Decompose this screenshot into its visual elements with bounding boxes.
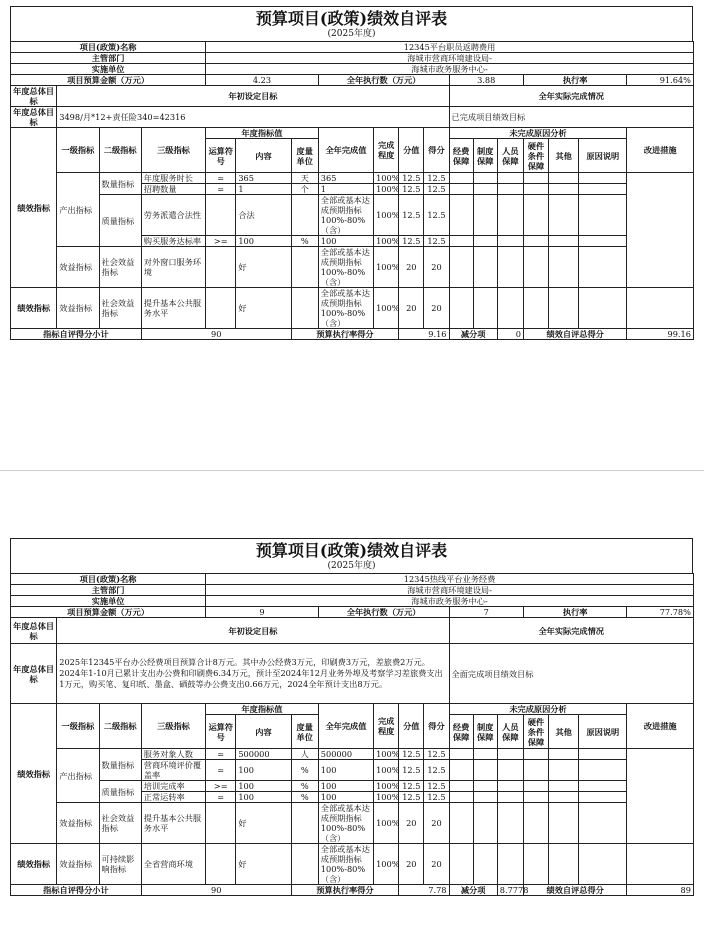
evaluation-table — [10, 573, 694, 896]
lvl2-cell: 数量指标 — [99, 749, 141, 781]
reason-cell — [579, 195, 627, 236]
full-value-cell: 全部或基本达成预期指标100%-80%（含） — [318, 803, 373, 844]
indicator-row — [11, 195, 694, 236]
reason-cell — [523, 792, 548, 803]
reason-cell — [449, 760, 473, 781]
degree-cell: 100% — [374, 195, 399, 236]
score-value-cell: 12.5 — [399, 781, 424, 792]
lvl2-cell: 质量指标 — [99, 781, 141, 803]
reason-cell — [523, 803, 548, 844]
project-name: 12345热线平台业务经费 — [206, 574, 694, 585]
header-r4: 硬件条件保障 — [523, 139, 548, 173]
header-improve: 改进措施 — [627, 128, 693, 173]
actual-goal-text: 已完成项目绩效目标 — [449, 107, 693, 128]
lvl1-cell: 效益指标 — [57, 844, 99, 885]
indicator-row — [11, 803, 694, 844]
reason-cell — [449, 781, 473, 792]
degree-cell: 100% — [374, 781, 399, 792]
degree-cell: 100% — [374, 792, 399, 803]
total-value: 99.16 — [627, 329, 693, 340]
score-got-cell: 12.5 — [424, 781, 449, 792]
improve-cell — [627, 173, 693, 288]
score-got-cell: 20 — [424, 288, 449, 329]
indicator-row — [11, 173, 694, 184]
reason-cell — [549, 288, 579, 329]
reason-cell — [473, 792, 497, 803]
label-perf-indicators-2: 绩效指标 — [11, 844, 57, 885]
lvl2-cell: 社会效益指标 — [99, 247, 141, 288]
reason-cell — [549, 792, 579, 803]
score-got-cell: 12.5 — [424, 792, 449, 803]
lvl3-cell: 提升基本公共服务水平 — [141, 803, 205, 844]
header-degree: 完成程度 — [374, 704, 399, 749]
reason-cell — [523, 781, 548, 792]
lvl3-cell: 培训完成率 — [141, 781, 205, 792]
reason-cell — [449, 803, 473, 844]
content-cell: 100 — [236, 760, 291, 781]
header-r6: 原因说明 — [579, 715, 627, 749]
reason-cell — [473, 184, 497, 195]
content-cell: 1 — [236, 184, 291, 195]
lvl3-cell: 购买服务达标率 — [141, 236, 205, 247]
label-exec-amount: 全年执行数（万元） — [318, 607, 449, 618]
label-budget: 项目预算金额（万元） — [11, 607, 206, 618]
reason-cell — [449, 173, 473, 184]
op-cell: = — [206, 749, 236, 760]
score-value-cell: 20 — [399, 844, 424, 885]
exec-score-value: 7.78 — [399, 885, 449, 896]
label-exec-rate: 执行率 — [523, 607, 627, 618]
label-project-name: 项目(政策)名称 — [11, 42, 206, 53]
score-value-cell: 12.5 — [399, 184, 424, 195]
degree-cell: 100% — [374, 247, 399, 288]
label-total: 绩效自评总得分 — [523, 885, 627, 896]
improve-cell — [627, 844, 693, 885]
content-cell: 合法 — [236, 195, 291, 236]
budget-value: 9 — [206, 607, 319, 618]
reason-cell — [497, 781, 523, 792]
full-value-cell: 500000 — [318, 749, 373, 760]
full-value-cell: 全部或基本达成预期指标100%-80%（含） — [318, 247, 373, 288]
lvl2-cell: 社会效益指标 — [99, 803, 141, 844]
header-op: 运算符号 — [206, 139, 236, 173]
score-got-cell: 12.5 — [424, 184, 449, 195]
sheet-year: (2025年度) — [327, 29, 376, 39]
lvl2-cell: 可持续影响指标 — [99, 844, 141, 885]
reason-cell — [473, 749, 497, 760]
sheet-title: 预算项目(政策)绩效自评表 — [255, 9, 448, 28]
score-value-cell: 12.5 — [399, 792, 424, 803]
lvl3-cell: 营商环境评价覆盖率 — [141, 760, 205, 781]
label-total: 绩效自评总得分 — [523, 329, 627, 340]
degree-cell: 100% — [374, 803, 399, 844]
content-cell: 100 — [236, 236, 291, 247]
header-lvl3: 三级指标 — [141, 128, 205, 173]
score-got-cell: 12.5 — [424, 236, 449, 247]
reason-cell — [497, 184, 523, 195]
lvl3-cell: 招聘数量 — [141, 184, 205, 195]
sheet-title: 预算项目(政策)绩效自评表 — [255, 541, 448, 560]
unit-value: 海城市政务服务中心- — [206, 64, 694, 75]
lvl2-cell: 社会效益指标 — [99, 288, 141, 329]
label-subtotal: 指标自评得分小计 — [11, 329, 142, 340]
header-score-got: 得分 — [424, 704, 449, 749]
sheet-header — [10, 538, 693, 573]
reason-cell — [523, 288, 548, 329]
label-goal-header: 年度总体目标 — [11, 86, 57, 107]
header-content: 内容 — [236, 715, 291, 749]
reason-cell — [579, 803, 627, 844]
header-lvl1: 一级指标 — [57, 128, 99, 173]
reason-cell — [473, 760, 497, 781]
actual-goal-text: 全面完成项目绩效目标 — [449, 644, 693, 704]
reason-cell — [497, 236, 523, 247]
unit-cell: % — [291, 236, 318, 247]
subtotal-value: 90 — [141, 885, 291, 896]
full-value-cell: 全部或基本达成预期指标100%-80%（含） — [318, 288, 373, 329]
reason-cell — [523, 247, 548, 288]
op-cell: >= — [206, 236, 236, 247]
lvl1-cell: 产出指标 — [57, 173, 99, 247]
reason-cell — [497, 749, 523, 760]
label-exec-score: 预算执行率得分 — [291, 885, 399, 896]
op-cell — [206, 195, 236, 236]
header-r5: 其他 — [549, 715, 579, 749]
lvl3-cell: 对外窗口服务环境 — [141, 247, 205, 288]
score-value-cell: 12.5 — [399, 173, 424, 184]
content-cell: 好 — [236, 803, 291, 844]
header-score-got: 得分 — [424, 128, 449, 173]
reason-cell — [523, 236, 548, 247]
improve-cell — [627, 288, 693, 329]
label-exec-rate: 执行率 — [523, 75, 627, 86]
full-value-cell: 100 — [318, 781, 373, 792]
initial-goal-text: 3498/月*12+责任险340=42316 — [57, 107, 449, 128]
header-lvl3: 三级指标 — [141, 704, 205, 749]
reason-cell — [497, 803, 523, 844]
reason-cell — [449, 184, 473, 195]
header-r1: 经费保障 — [449, 139, 473, 173]
degree-cell: 100% — [374, 749, 399, 760]
score-value-cell: 12.5 — [399, 760, 424, 781]
indicator-row-extra — [11, 844, 694, 885]
header-annual-value: 年度指标值 — [206, 128, 319, 139]
evaluation-table — [10, 41, 694, 340]
reason-cell — [579, 792, 627, 803]
full-value-cell: 365 — [318, 173, 373, 184]
op-cell: = — [206, 184, 236, 195]
sheet-year: (2025年度) — [327, 561, 376, 571]
unit-cell — [291, 247, 318, 288]
full-value-cell: 100 — [318, 792, 373, 803]
score-value-cell: 12.5 — [399, 236, 424, 247]
label-actual-goal: 全年实际完成情况 — [449, 86, 693, 107]
reason-cell — [549, 247, 579, 288]
score-got-cell: 20 — [424, 844, 449, 885]
reason-cell — [497, 288, 523, 329]
reason-cell — [449, 749, 473, 760]
unit-cell — [291, 195, 318, 236]
header-r5: 其他 — [549, 139, 579, 173]
reason-cell — [523, 749, 548, 760]
label-actual-goal: 全年实际完成情况 — [449, 618, 693, 644]
content-cell: 好 — [236, 288, 291, 329]
reason-cell — [497, 760, 523, 781]
label-perf-indicators-2: 绩效指标 — [11, 288, 57, 329]
header-r3: 人员保障 — [497, 139, 523, 173]
reason-cell — [579, 844, 627, 885]
sheet-header — [10, 6, 693, 41]
indicator-row — [11, 247, 694, 288]
score-value-cell: 20 — [399, 803, 424, 844]
unit-cell: % — [291, 781, 318, 792]
label-exec-score: 预算执行率得分 — [291, 329, 399, 340]
score-value-cell: 12.5 — [399, 195, 424, 236]
label-subtotal: 指标自评得分小计 — [11, 885, 142, 896]
label-project-name: 项目(政策)名称 — [11, 574, 206, 585]
header-lvl1: 一级指标 — [57, 704, 99, 749]
score-got-cell: 12.5 — [424, 760, 449, 781]
reason-cell — [579, 781, 627, 792]
deduct-value: 0 — [497, 329, 523, 340]
dept-value: 海城市营商环境建设局- — [206, 585, 694, 596]
header-full-year: 全年完成值 — [318, 704, 373, 749]
reason-cell — [549, 184, 579, 195]
label-dept: 主管部门 — [11, 53, 206, 64]
exec-score-value: 9.16 — [399, 329, 449, 340]
header-improve: 改进措施 — [627, 704, 693, 749]
reason-cell — [473, 288, 497, 329]
indicator-row-extra — [11, 288, 694, 329]
indicator-row — [11, 781, 694, 792]
content-cell: 100 — [236, 781, 291, 792]
subtotal-value: 90 — [141, 329, 291, 340]
header-r6: 原因说明 — [579, 139, 627, 173]
header-op: 运算符号 — [206, 715, 236, 749]
reason-cell — [523, 184, 548, 195]
full-value-cell: 1 — [318, 184, 373, 195]
score-got-cell: 12.5 — [424, 173, 449, 184]
reason-cell — [473, 173, 497, 184]
header-r2: 制度保障 — [473, 715, 497, 749]
reason-cell — [473, 803, 497, 844]
unit-cell: 人 — [291, 749, 318, 760]
header-score-value: 分值 — [399, 704, 424, 749]
reason-cell — [473, 781, 497, 792]
op-cell — [206, 288, 236, 329]
unit-cell: 个 — [291, 184, 318, 195]
reason-cell — [473, 195, 497, 236]
lvl1-cell: 效益指标 — [57, 247, 99, 288]
header-content: 内容 — [236, 139, 291, 173]
reason-cell — [449, 844, 473, 885]
unit-cell — [291, 844, 318, 885]
label-initial-goal: 年初设定目标 — [57, 618, 449, 644]
reason-cell — [549, 803, 579, 844]
score-value-cell: 20 — [399, 288, 424, 329]
reason-cell — [523, 195, 548, 236]
total-value: 89 — [627, 885, 693, 896]
lvl1-cell: 效益指标 — [57, 803, 99, 844]
content-cell: 500000 — [236, 749, 291, 760]
score-got-cell: 12.5 — [424, 195, 449, 236]
label-goal-row: 年度总体目标 — [11, 644, 57, 704]
op-cell: >= — [206, 781, 236, 792]
unit-cell: 天 — [291, 173, 318, 184]
dept-value: 海城市营商环境建设局- — [206, 53, 694, 64]
reason-cell — [497, 195, 523, 236]
unit-cell: % — [291, 760, 318, 781]
header-degree: 完成程度 — [374, 128, 399, 173]
score-got-cell: 20 — [424, 803, 449, 844]
reason-cell — [449, 247, 473, 288]
header-annual-value: 年度指标值 — [206, 704, 319, 715]
label-unit: 实施单位 — [11, 596, 206, 607]
header-lvl2: 二级指标 — [99, 128, 141, 173]
op-cell: = — [206, 792, 236, 803]
unit-cell: % — [291, 792, 318, 803]
label-perf-indicators: 绩效指标 — [11, 704, 57, 844]
exec-amount-value: 7 — [449, 607, 523, 618]
lvl1-cell: 效益指标 — [57, 288, 99, 329]
lvl3-cell: 劳务派遣合法性 — [141, 195, 205, 236]
evaluation-sheet-2 — [10, 538, 693, 896]
header-r2: 制度保障 — [473, 139, 497, 173]
content-cell: 好 — [236, 844, 291, 885]
header-full-year: 全年完成值 — [318, 128, 373, 173]
lvl3-cell: 服务对象人数 — [141, 749, 205, 760]
reason-cell — [579, 236, 627, 247]
reason-cell — [523, 173, 548, 184]
header-score-value: 分值 — [399, 128, 424, 173]
op-cell — [206, 803, 236, 844]
exec-amount-value: 3.88 — [449, 75, 523, 86]
degree-cell: 100% — [374, 236, 399, 247]
header-r3: 人员保障 — [497, 715, 523, 749]
header-r4: 硬件条件保障 — [523, 715, 548, 749]
degree-cell: 100% — [374, 184, 399, 195]
reason-cell — [549, 236, 579, 247]
lvl3-cell: 正常运转率 — [141, 792, 205, 803]
unit-value: 海城市政务服务中心- — [206, 596, 694, 607]
project-name: 12345平台职员返聘费用 — [206, 42, 694, 53]
reason-cell — [549, 195, 579, 236]
reason-cell — [549, 781, 579, 792]
lvl1-cell: 产出指标 — [57, 749, 99, 803]
degree-cell: 100% — [374, 844, 399, 885]
op-cell — [206, 844, 236, 885]
reason-cell — [473, 236, 497, 247]
content-cell: 365 — [236, 173, 291, 184]
reason-cell — [579, 184, 627, 195]
lvl2-cell: 质量指标 — [99, 195, 141, 247]
lvl3-cell: 提升基本公共服务水平 — [141, 288, 205, 329]
full-value-cell: 全部或基本达成预期指标100%-80%（含） — [318, 844, 373, 885]
reason-cell — [549, 844, 579, 885]
full-value-cell: 100 — [318, 236, 373, 247]
label-deduct: 减分项 — [449, 329, 497, 340]
label-exec-amount: 全年执行数（万元） — [318, 75, 449, 86]
indicator-row — [11, 749, 694, 760]
label-budget: 项目预算金额（万元） — [11, 75, 206, 86]
deduct-value: 8.7778 — [497, 885, 523, 896]
reason-cell — [449, 195, 473, 236]
degree-cell: 100% — [374, 760, 399, 781]
lvl3-cell: 年度服务时长 — [141, 173, 205, 184]
header-r1: 经费保障 — [449, 715, 473, 749]
initial-goal-text: 2025年12345平台办公经费项目预算合计8万元。其中办公经费3万元，印刷费3万元，差旅费2万元。2024年1-10月已累计支出办公费和印刷费6.34万元，预计至2024年12月业务外埠及考察学习差旅费支出1万元，购买笔、复印纸、墨盒、硒鼓等办公费支出0.66万元，2024全年预计支出8万元。 — [57, 644, 449, 704]
lvl3-cell: 全省营商环境 — [141, 844, 205, 885]
label-goal-header: 年度总体目标 — [11, 618, 57, 644]
reason-cell — [497, 792, 523, 803]
reason-cell — [579, 173, 627, 184]
degree-cell: 100% — [374, 173, 399, 184]
degree-cell: 100% — [374, 288, 399, 329]
page-divider — [0, 470, 704, 471]
reason-cell — [523, 844, 548, 885]
header-lvl2: 二级指标 — [99, 704, 141, 749]
reason-cell — [523, 760, 548, 781]
reason-cell — [473, 247, 497, 288]
op-cell — [206, 247, 236, 288]
header-unit: 度量单位 — [291, 715, 318, 749]
score-value-cell: 12.5 — [399, 749, 424, 760]
reason-cell — [449, 236, 473, 247]
budget-value: 4.23 — [206, 75, 319, 86]
reason-cell — [497, 844, 523, 885]
label-goal-row: 年度总体目标 — [11, 107, 57, 128]
reason-cell — [497, 173, 523, 184]
unit-cell — [291, 288, 318, 329]
op-cell: = — [206, 173, 236, 184]
header-reasons: 未完成原因分析 — [449, 704, 627, 715]
score-value-cell: 20 — [399, 247, 424, 288]
reason-cell — [579, 760, 627, 781]
reason-cell — [579, 247, 627, 288]
content-cell: 100 — [236, 792, 291, 803]
reason-cell — [473, 844, 497, 885]
exec-rate-value: 91.64% — [627, 75, 693, 86]
reason-cell — [549, 749, 579, 760]
unit-cell — [291, 803, 318, 844]
full-value-cell: 全部或基本达成预期指标100%-80%（含） — [318, 195, 373, 236]
reason-cell — [497, 247, 523, 288]
content-cell: 好 — [236, 247, 291, 288]
reason-cell — [549, 173, 579, 184]
header-reasons: 未完成原因分析 — [449, 128, 627, 139]
label-dept: 主管部门 — [11, 585, 206, 596]
reason-cell — [579, 749, 627, 760]
label-deduct: 减分项 — [449, 885, 497, 896]
reason-cell — [449, 288, 473, 329]
header-unit: 度量单位 — [291, 139, 318, 173]
score-got-cell: 12.5 — [424, 749, 449, 760]
score-got-cell: 20 — [424, 247, 449, 288]
reason-cell — [549, 760, 579, 781]
improve-cell — [627, 749, 693, 844]
evaluation-sheet-1 — [10, 6, 693, 340]
reason-cell — [579, 288, 627, 329]
label-unit: 实施单位 — [11, 64, 206, 75]
op-cell: = — [206, 760, 236, 781]
lvl2-cell: 数量指标 — [99, 173, 141, 195]
label-perf-indicators: 绩效指标 — [11, 128, 57, 288]
label-initial-goal: 年初设定目标 — [57, 86, 449, 107]
full-value-cell: 100 — [318, 760, 373, 781]
exec-rate-value: 77.78% — [627, 607, 693, 618]
reason-cell — [449, 792, 473, 803]
